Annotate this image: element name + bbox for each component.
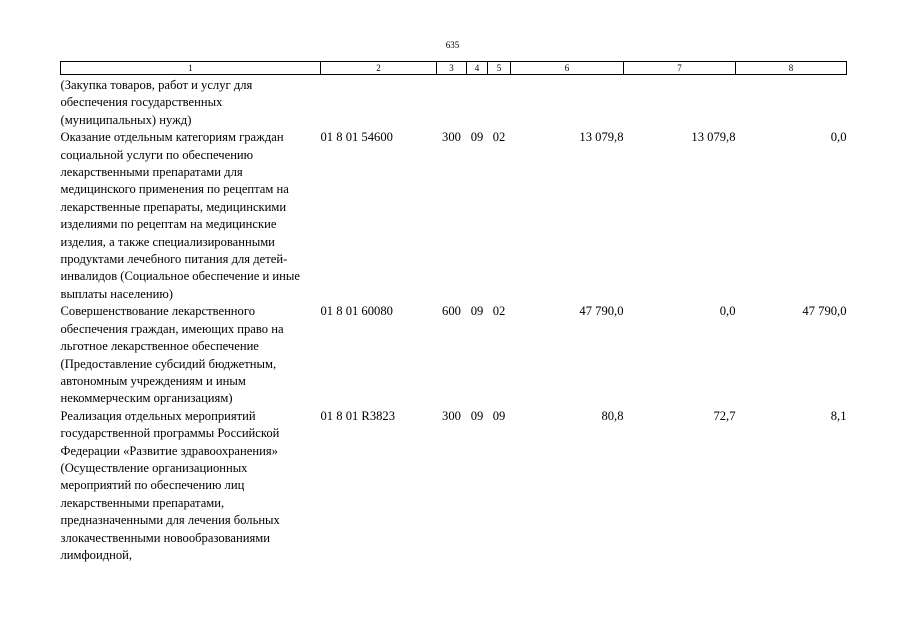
- row-value-7: 0,0: [719, 304, 736, 319]
- column-header-7: 7: [624, 62, 736, 75]
- row-type: 600: [442, 304, 461, 319]
- row-subsection: 02: [492, 304, 506, 319]
- row-value-7: 13 079,8: [691, 130, 736, 145]
- column-header-5: 5: [488, 62, 511, 75]
- table-row: [61, 408, 847, 565]
- row-type: 300: [442, 408, 461, 423]
- table-row: [61, 75, 847, 130]
- row-value-6: 47 790,0: [579, 304, 624, 319]
- row-type: 300: [442, 130, 461, 145]
- header-row: [61, 62, 847, 75]
- column-header-8: 8: [736, 62, 847, 75]
- row-value-8: 8,1: [830, 408, 847, 423]
- column-header-6: 6: [511, 62, 624, 75]
- row-section: 09: [470, 304, 484, 319]
- row-code: 01 8 01 54600: [320, 130, 393, 145]
- row-code: 01 8 01 60080: [320, 304, 393, 319]
- page-number: 635: [445, 40, 460, 50]
- row-section: 09: [470, 130, 484, 145]
- row-value-7: [624, 75, 736, 130]
- row-description: (Закупка товаров, работ и услуг для обеспечения государственных (муниципальных) нужд): [60, 78, 253, 127]
- row-section: [467, 75, 488, 130]
- row-value-8: 47 790,0: [802, 304, 847, 319]
- column-header-1: 1: [61, 62, 321, 75]
- table-row: [61, 303, 847, 407]
- row-value-7: 72,7: [713, 408, 736, 423]
- row-subsection: [488, 75, 511, 130]
- row-value-6: 80,8: [601, 408, 624, 423]
- column-header-2: 2: [321, 62, 437, 75]
- row-subsection: 02: [492, 130, 506, 145]
- row-description: Реализация отдельных мероприятий государственной программы Российской Федерации «Развитие здравоохранения» (Осуществление организационных мероприятий по обеспечению лиц лекарственными препаратами, предназначенными для лечения больных злокачественными новообразованиями лимфоидной,: [60, 408, 280, 562]
- budget-table: [60, 61, 847, 564]
- row-value-6: [511, 75, 624, 130]
- row-value-8: 0,0: [830, 130, 847, 145]
- row-description: Совершенствование лекарственного обеспечения граждан, имеющих право на льготное лекарственное обеспечение (Предоставление субсидий бюджетным, автономным учреждениям и иным некоммерческим организациям): [60, 304, 284, 406]
- row-section: 09: [470, 408, 484, 423]
- row-code: 01 8 01 R3823: [320, 408, 396, 423]
- table-row: [61, 129, 847, 303]
- row-subsection: 09: [492, 408, 506, 423]
- row-code: [321, 75, 437, 130]
- row-description: Оказание отдельным категориям граждан социальной услуги по обеспечению лекарственными препаратами для медицинского применения по рецептам на лекарственные препараты, медицинскими изделиями по рецептам на медицинские изделия, а также специализированными продуктами лечебного питания для детей-инвалидов (Социальное обеспечение и иные выплаты населению): [60, 130, 300, 301]
- column-header-4: 4: [467, 62, 488, 75]
- row-value-8: [736, 75, 847, 130]
- row-value-6: 13 079,8: [579, 130, 624, 145]
- column-header-3: 3: [437, 62, 467, 75]
- row-type: [437, 75, 467, 130]
